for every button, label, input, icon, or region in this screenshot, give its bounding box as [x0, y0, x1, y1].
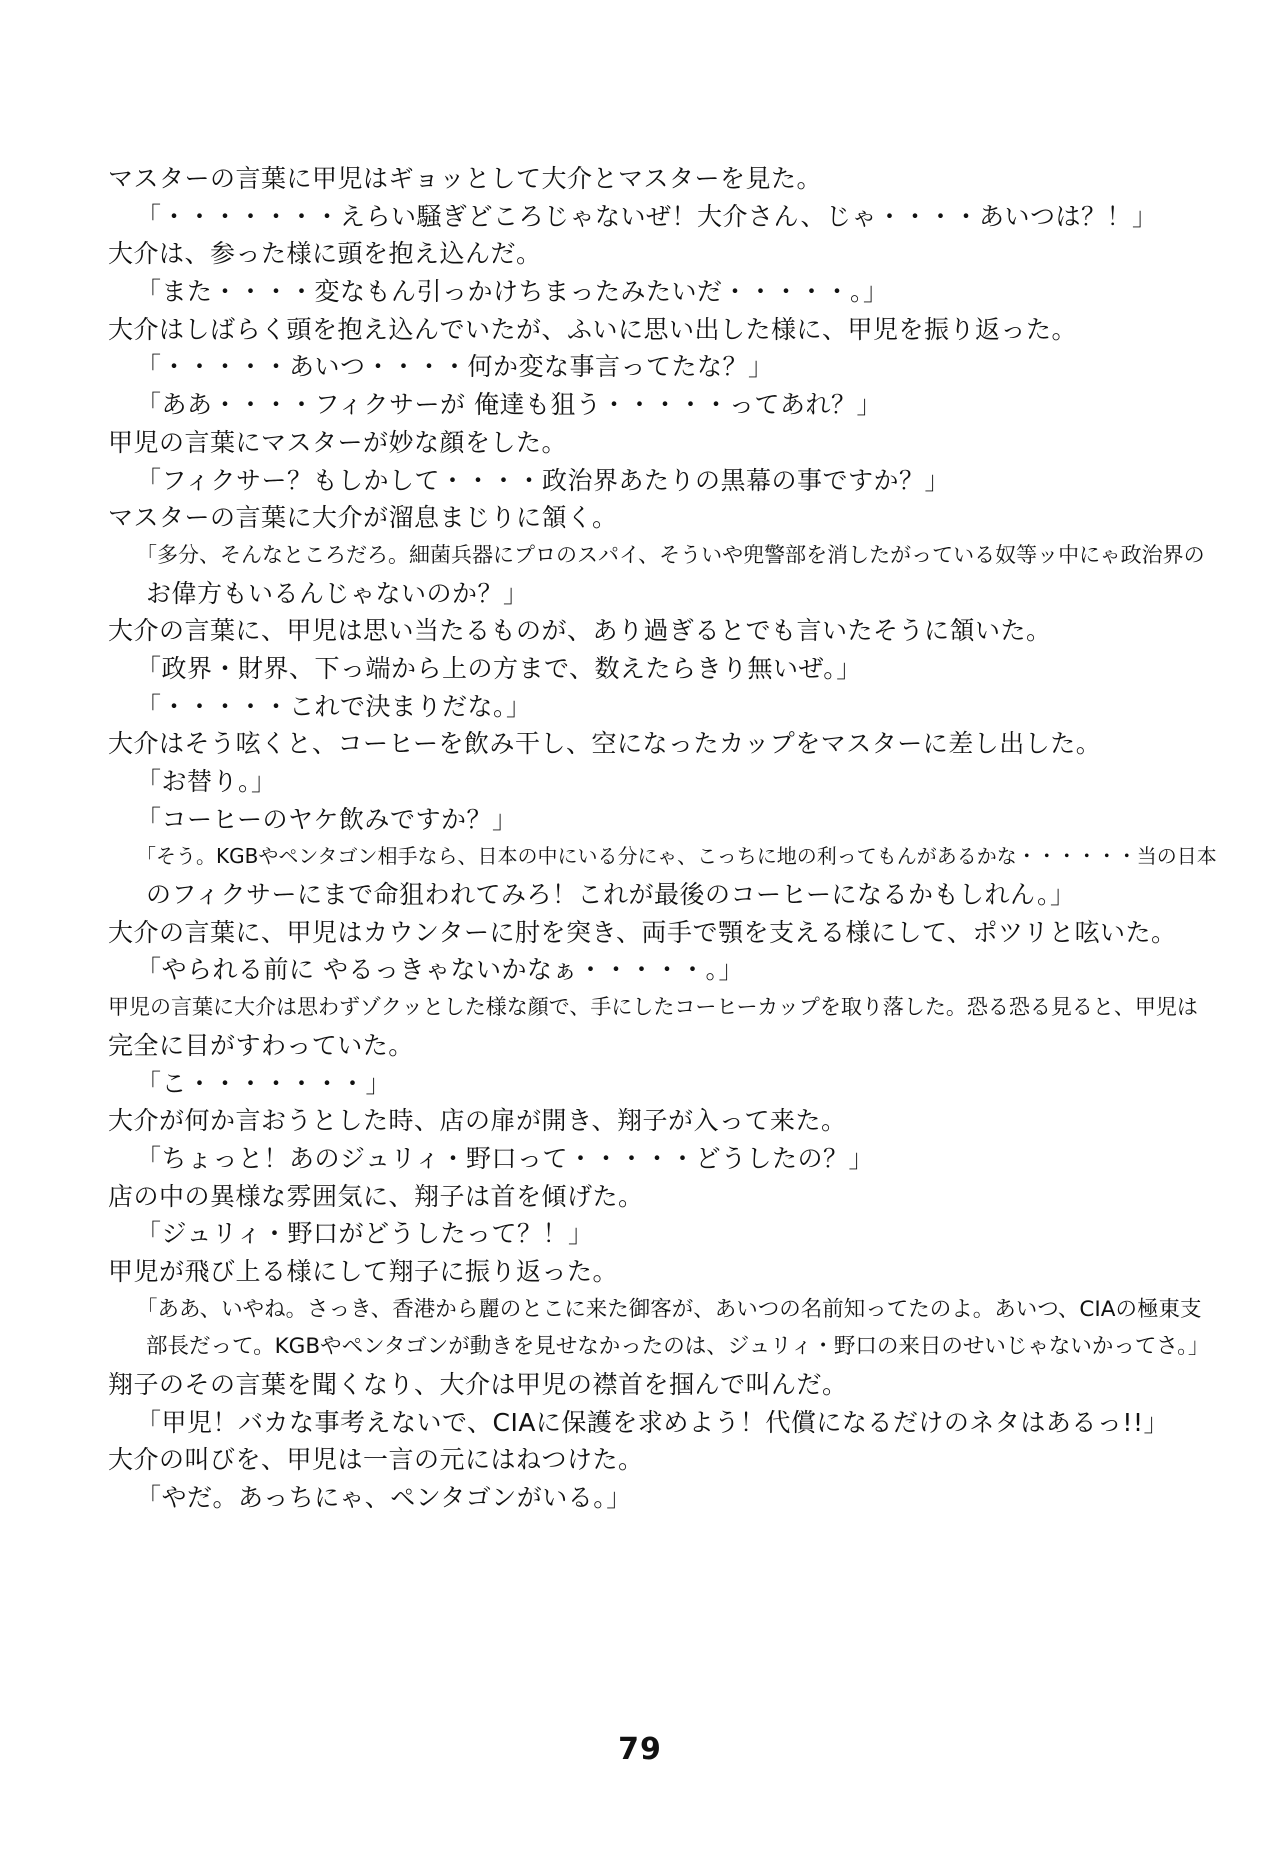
- dialogue-line: 「フィクサー？もしかして・・・・政治界あたりの黒幕の事ですか？」: [136, 465, 951, 495]
- dialogue-line: 「やられる前に やるっきゃないかなぁ・・・・・。」: [136, 955, 744, 985]
- narration-line: 甲児の言葉にマスターが妙な顔をした。: [108, 427, 568, 457]
- dialogue-line: 「お替り。」: [136, 767, 277, 796]
- narration-line: 完全に目がすわっていた。: [108, 1030, 414, 1060]
- narration-line: 大介の叫びを、甲児は一言の元にはねつけた。: [108, 1445, 644, 1475]
- dialogue-continuation-line: のフィクサーにまで命狙われてみろ！これが最後のコーヒーになるかもしれん。」: [146, 880, 1076, 910]
- narration-line: 大介はそう呟くと、コーヒーを飲み干し、空になったカップをマスターに差し出した。: [108, 729, 1102, 759]
- dialogue-line: 「・・・・・これで決まりだな。」: [136, 691, 532, 721]
- dialogue-continuation-line: 部長だって。KGBやペンタゴンが動きを見せなかったのは、ジュリィ・野口の来日のせいじゃないかってさ。」: [146, 1334, 1210, 1360]
- narration-line: 大介の言葉に、甲児は思い当たるものが、あり過ぎるとでも言いたそうに頷いた。: [108, 616, 1052, 646]
- dialogue-line: 「多分、そんなところだろ。細菌兵器にプロのスパイ、そういや兜警部を消したがっている奴等ッ中にゃ政治界の: [136, 542, 1205, 567]
- dialogue-line: 「こ・・・・・・・」: [136, 1068, 392, 1098]
- dialogue-line: 「ああ・・・・フィクサーが 俺達も狙う・・・・・ってあれ？」: [136, 390, 882, 420]
- dialogue-line: 「やだ。あっちにゃ、ペンタゴンがいる。」: [136, 1483, 632, 1513]
- dialogue-line: 「ジュリィ・野口がどうしたって？！」: [136, 1219, 594, 1249]
- dialogue-line: 「・・・・・・・えらい騒ぎどころじゃないぜ！大介さん、じゃ・・・・あいつは？！」: [136, 201, 1158, 231]
- dialogue-line: 「政界・財界、下っ端から上の方まで、数えたらきり無いぜ。」: [136, 653, 862, 683]
- body-text: [108, 160, 1218, 1517]
- narration-line: マスターの言葉に大介が溜息まじりに頷く。: [108, 503, 618, 533]
- dialogue-line: 「甲児！バカな事考えないで、CIAに保護を求めよう！代償になるだけのネタはあるっ!!」: [136, 1407, 1169, 1437]
- narration-line: 大介の言葉に、甲児はカウンターに肘を突き、両手で顎を支える様にして、ポツリと呟いた。: [108, 917, 1177, 947]
- dialogue-line: 「また・・・・変なもん引っかけちまったみたいだ・・・・・。」: [136, 277, 889, 307]
- narration-line: 大介は、参った様に頭を抱え込んだ。: [108, 239, 542, 269]
- dialogue-line: 「ああ、いやね。さっき、香港から麗のとこに来た御客が、あいつの名前知ってたのよ。あいつ、CIAの極東支: [136, 1296, 1202, 1322]
- narration-line: マスターの言葉に甲児はギョッとして大介とマスターを見た。: [108, 164, 823, 193]
- narration-line: 店の中の異様な雰囲気に、翔子は首を傾げた。: [108, 1181, 644, 1211]
- narration-line: 大介が何か言おうとした時、店の扉が開き、翔子が入って来た。: [108, 1106, 847, 1136]
- dialogue-line: 「そう。KGBやペンタゴン相手なら、日本の中にいる分にゃ、こっちに地の利ってもんがあるかな・・・・・・当の日本: [136, 844, 1217, 869]
- dialogue-line: 「・・・・・あいつ・・・・何か変な事言ってたな？」: [136, 352, 774, 382]
- narration-line: 甲児が飛び上る様にして翔子に振り返った。: [108, 1256, 619, 1286]
- narration-line: 翔子のその言葉を聞くなり、大介は甲児の襟首を掴んで叫んだ。: [108, 1370, 848, 1399]
- dialogue-continuation-line: お偉方もいるんじゃないのか？」: [146, 578, 529, 608]
- dialogue-line: 「コーヒーのヤケ飲みですか？」: [136, 804, 518, 834]
- dialogue-line: 「ちょっと！あのジュリィ・野口って・・・・・どうしたの？」: [136, 1143, 875, 1173]
- narration-line: 甲児の言葉に大介は思わずゾクッとした様な顔で、手にしたコーヒーカップを取り落した。恐る恐る見ると、甲児は: [108, 995, 1198, 1020]
- page-number: 79: [618, 1732, 662, 1767]
- narration-line: 大介はしばらく頭を抱え込んでいたが、ふいに思い出した様に、甲児を振り返った。: [108, 314, 1078, 344]
